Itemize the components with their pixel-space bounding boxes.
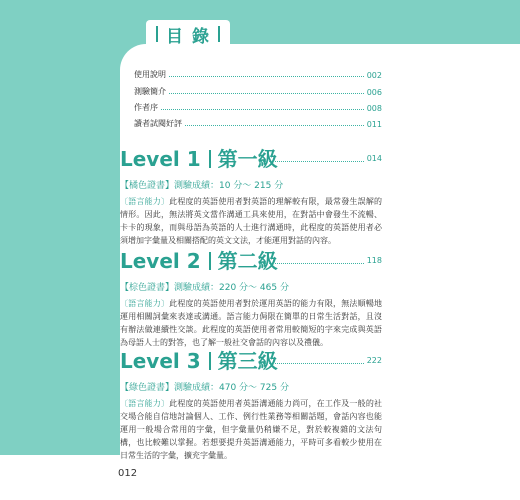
- toc-entry[interactable]: [134, 99, 382, 113]
- toc-entry-label: 作者序: [134, 103, 158, 112]
- level-section: [120, 348, 382, 462]
- score-line: 【綠色證書】測驗成績：470 分～ 725 分: [120, 383, 289, 393]
- toc-entry-label: 使用說明: [134, 70, 166, 79]
- toc-entry[interactable]: [134, 83, 382, 97]
- toc-entry-page: 011: [366, 120, 382, 129]
- toc-entry[interactable]: [134, 115, 382, 129]
- level-separator: [209, 150, 211, 168]
- toc-title-char-1: 目: [166, 26, 184, 47]
- score-line: 【棕色證書】測驗成績：220 分～ 465 分: [120, 283, 289, 293]
- description-text: 此程度的英語使用者對英語的理解較有限，最常發生誤解的情形。因此，無法將英文當作溝通工具來使用，在對話中會發生不流暢、卡卡的現象，而與母語為英語的人士進行溝通時，此程度的英語使用者必須增加字彙量及相關搭配的英文文法，才能運用對話的內容。: [120, 197, 383, 245]
- level-page: 118: [366, 256, 382, 265]
- level-section: [120, 146, 382, 247]
- title-bar-left: [156, 26, 158, 42]
- toc-entry-page: 006: [366, 88, 382, 97]
- description-text: 此程度的英語使用者英語溝通能力尚可，在工作及一般的社交場合能自信地討論個人、工作、例行性業務等相關話題，會話內容也能運用一般場合常用的字彙，但字彙量仍稍嫌不足，對於較複雜的文法句構，也比較難以掌握。若想要提升英語溝通能力，平時可多看較少使用在日常生活的字彙，擴充字彙量。: [120, 399, 383, 460]
- toc-title: [146, 20, 230, 48]
- score-line: 【橘色證書】測驗成績：10 分～ 215 分: [120, 181, 284, 191]
- level-name: 第一級: [217, 147, 278, 171]
- level-section: [120, 248, 382, 349]
- level-name: 第二級: [217, 249, 278, 273]
- ability-tag: 〔語言能力〕: [120, 299, 170, 308]
- level-heading[interactable]: [120, 348, 382, 374]
- level-page: 222: [366, 356, 382, 365]
- level-title: [120, 146, 278, 172]
- toc-leader-dots: [169, 92, 364, 94]
- description-text: 此程度的英語使用者對於運用英語的能力有限，無法順暢地運用相關詞彙來表達或溝通。語言能力侷限在簡單的日常生活對話，且沒有辦法做連續性交談。此程度的英語使用者常用較簡短的字來完成與英語為母語人士的對答，也了解一般社交會話的內容以及禮儀。: [120, 299, 383, 347]
- level-separator: [209, 252, 211, 270]
- toc-leader-dots: [185, 124, 364, 126]
- level-label: Level 1: [120, 147, 201, 171]
- level-leader-dots: [260, 363, 364, 364]
- level-heading[interactable]: [120, 248, 382, 274]
- toc-entry-page: 002: [366, 71, 382, 80]
- level-description: [120, 195, 382, 247]
- toc-entry[interactable]: [134, 66, 382, 80]
- ability-tag: 〔語言能力〕: [120, 399, 170, 408]
- level-description: [120, 397, 382, 462]
- level-name: 第三級: [217, 349, 278, 373]
- toc-entry-label: 讀者試閱好評: [134, 119, 182, 128]
- toc-leader-dots: [169, 75, 364, 77]
- level-title: [120, 348, 278, 374]
- level-leader-dots: [260, 263, 364, 264]
- page-number: 012: [118, 468, 138, 479]
- toc-entry-page: 008: [366, 104, 382, 113]
- level-leader-dots: [260, 161, 364, 162]
- title-bar-right: [218, 26, 220, 42]
- level-heading[interactable]: [120, 146, 382, 172]
- toc-title-char-2: 錄: [192, 26, 210, 47]
- level-separator: [209, 352, 211, 370]
- level-label: Level 2: [120, 249, 201, 273]
- toc-entry-label: 測驗簡介: [134, 87, 166, 96]
- level-description: [120, 297, 382, 349]
- level-label: Level 3: [120, 349, 201, 373]
- level-page: 014: [366, 154, 382, 163]
- ability-tag: 〔語言能力〕: [120, 197, 170, 206]
- level-title: [120, 248, 278, 274]
- toc-leader-dots: [161, 108, 364, 110]
